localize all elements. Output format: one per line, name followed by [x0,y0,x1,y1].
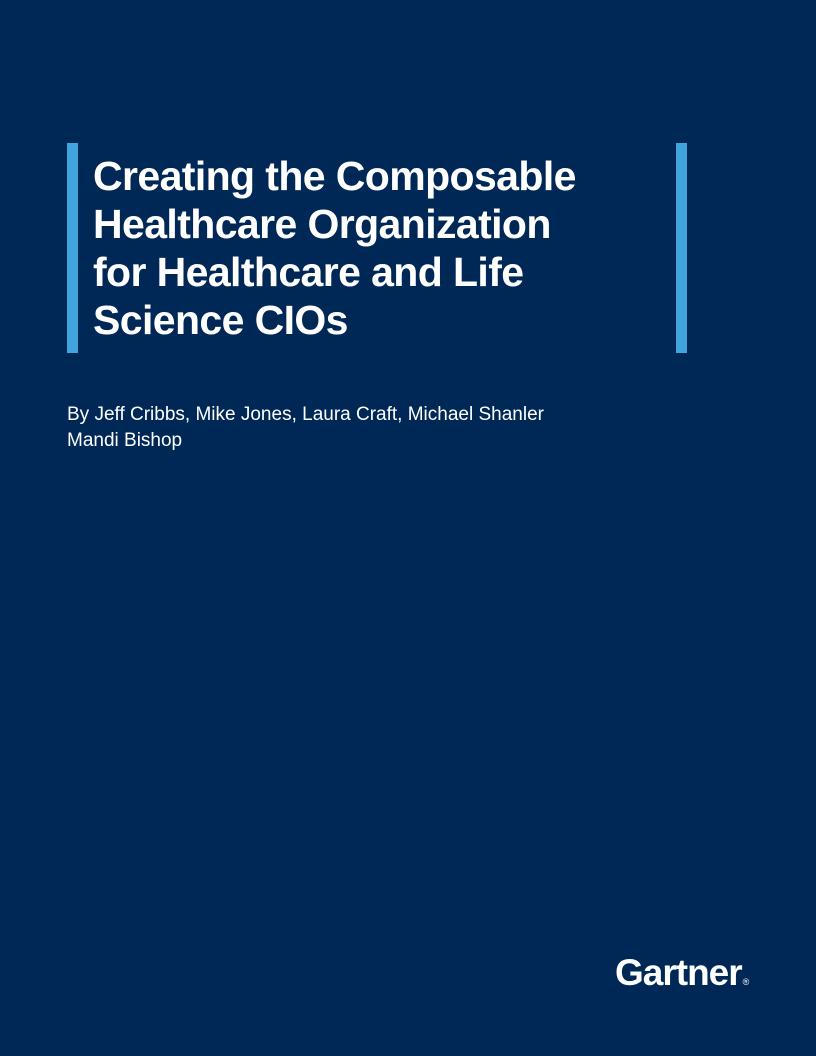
gartner-logo [615,951,749,1004]
logo-wordmark: Gartner [615,952,742,993]
author-line: By Jeff Cribbs, Mike Jones, Laura Craft, Michael Shanler [67,404,544,425]
author-line: Mandi Bishop [67,430,183,451]
author-list [67,402,544,454]
title-line: Healthcare Organization [93,201,551,247]
report-title [93,152,673,344]
title-line: for Healthcare and Life [93,249,524,295]
title-line: Creating the Composable [93,153,576,199]
title-line: Science CIOs [93,297,348,343]
registered-mark: ® [742,977,750,987]
title-accent-bar-right [676,143,687,353]
title-accent-bar-left [67,143,78,353]
